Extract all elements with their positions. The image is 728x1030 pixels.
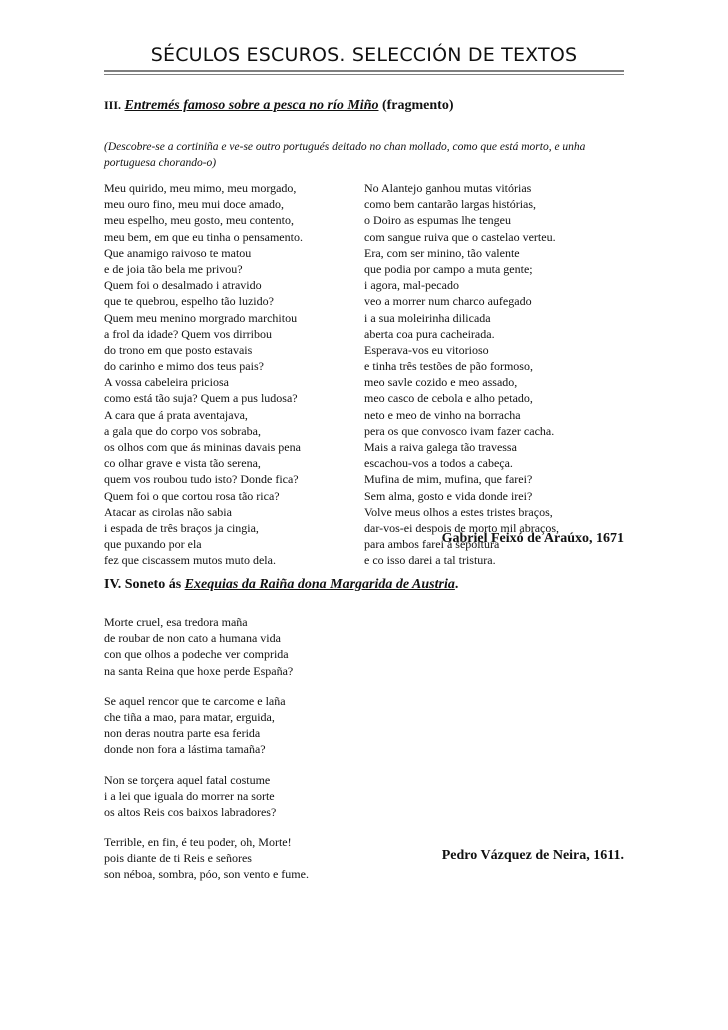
verse-line: quem vos roubou tudo isto? Donde fica? [104,472,299,487]
verse-line: con que olhos a podeche ver comprida [104,647,289,662]
verse-line: fez que ciscassem mutos muto dela. [104,553,276,568]
section-4-author: Pedro Vázquez de Neira, 1611. [441,848,624,863]
verse-line: aberta coa pura cacheirada. [364,326,495,341]
section-4-title: Exequias da Raiña dona Margarida de Austria [184,577,455,592]
verse-line: non deras noutra parte esa ferida [104,726,261,741]
verse-line: Quem meu menino morgrado marchitou [104,310,298,325]
verse-line: Era, com ser minino, tão valente [364,245,520,260]
stage-direction: (Descobre-se a cortiniña e ve-se outro portugués deitado no chan mollado, como que está morto, e unha portuguesa chorando-o) [104,141,586,169]
verse-line: Mufina de mim, mufina, que farei? [364,472,533,487]
verse-line: escachou-vos a todos a cabeça. [364,456,513,471]
verse-line: Morte cruel, esa tredora maña [104,615,248,629]
verse-line: che tiña a mao, para matar, erguida, [104,709,275,724]
verse-line: No Alantejo ganhou mutas vitórias [364,181,532,195]
verse-line: veo a morrer num charco aufegado [364,294,532,309]
section-4-prefix: IV. Soneto ás [104,577,182,592]
section-4-suffix: . [454,577,459,592]
section-3-subtitle: (fragmento) [381,98,454,113]
verse-line: meo casco de cebola e alho petado, [364,391,533,406]
verse-line: que podia por campo a muta gente; [364,261,533,276]
verse-line: Mais a raiva galega tão travessa [364,440,517,454]
verse-line: na santa Reina que hoxe perde España? [104,663,294,678]
verse-line: A cara que á prata aventajava, [104,407,248,422]
verse-line: meo savle cozido e meo assado, [364,375,518,390]
section-4-heading [104,577,458,593]
verse-line: meu espelho, meu gosto, meu contento, [104,213,294,228]
verse-line: os altos Reis cos baixos labradores? [104,804,277,819]
verse-line: a gala que do corpo vos sobraba, [104,423,261,438]
verse-line: do carinho e mimo dos teus pais? [104,359,264,374]
verse-line: dar-vos-ei despois de morto mil abraços, [364,520,560,535]
verse-line: Se aquel rencor que te carcome e laña [104,693,286,708]
verse-line: de roubar de non cato a humana vida [104,631,281,646]
poem-left-column [104,180,303,569]
verse-line: Quem foi o desalmado i atravido [104,278,262,293]
verse-line: Quem foi o que cortou rosa tão rica? [104,488,280,503]
section-3-author: Gabriel Feixó de Araúxo, 1671 [441,531,624,546]
sonnet [104,614,309,897]
poem-right-column [364,180,559,569]
stanza [104,693,309,758]
verse-line: como bem cantarão largas histórias, [364,197,537,212]
verse-line: i a lei que iguala do morrer na sorte [104,788,275,803]
section-3-title: Entremés famoso sobre a pesca no río Miño [124,98,379,113]
verse-line: co olhar grave e vista tão serena, [104,456,261,471]
verse-line: com sangue ruiva que o castelao verteu. [364,229,556,244]
verse-line: Atacar as cirolas não sabia [104,504,232,519]
verse-line: pera os que convosco ivam fazer cacha. [364,423,555,438]
header-rule-thin [104,74,624,75]
verse-line: son néboa, sombra, póo, son vento e fume. [104,867,309,882]
page-header-title: SÉCULOS ESCUROS. SELECCIÓN DE TEXTOS [150,44,578,66]
verse-line: que te quebrou, espelho tão luzido? [104,294,274,309]
verse-line: meu bem, em que eu tinha o pensamento. [104,229,303,244]
verse-line: o Doiro as espumas lhe tengeu [364,213,511,228]
verse-line: i espada de três braços ja cingia, [104,520,259,535]
verse-line: i a sua moleirinha dilicada [364,310,491,325]
verse-line: os olhos com que ás mininas davais pena [104,440,301,454]
verse-line: Esperava-vos eu vitorioso [364,342,489,357]
verse-line: a frol da idade? Quem vos dirribou [104,326,272,341]
verse-line: meu ouro fino, meu mui doce amado, [104,197,284,212]
verse-line: i agora, mal-pecado [364,278,459,293]
verse-line: para ambos farei a sepoltura [364,537,500,552]
header-rule-thick [104,70,624,72]
verse-line: e tinha três testões de pão formoso, [364,359,533,374]
verse-line: donde non fora a lástima tamaña? [104,742,266,757]
verse-line: e co isso darei a tal tristura. [364,553,496,568]
verse-line: como está tão suja? Quem a pus ludosa? [104,391,298,406]
verse-line: Sem alma, gosto e vida donde irei? [364,488,533,503]
section-3-heading [104,98,454,114]
stanza [104,834,309,883]
verse-line: neto e meo de vinho na borracha [364,407,521,422]
verse-line: Volve meus olhos a estes tristes braços, [364,504,553,519]
verse-line: Que anamigo raivoso te matou [104,245,252,260]
verse-line: e de joia tão bela me privou? [104,261,243,276]
stanza [104,772,309,821]
section-3-number: III. [104,98,122,112]
verse-line: que puxando por ela [104,537,202,552]
verse-line: Terrible, en fin, é teu poder, oh, Morte! [104,835,292,850]
verse-line: A vossa cabeleira priciosa [104,375,229,390]
stanza [104,614,309,679]
verse-line: Non se torçera aquel fatal costume [104,772,271,787]
verse-line: Meu quirido, meu mimo, meu morgado, [104,181,297,195]
verse-line: pois diante de ti Reis e señores [104,851,252,866]
verse-line: do trono em que posto estavais [104,342,253,357]
